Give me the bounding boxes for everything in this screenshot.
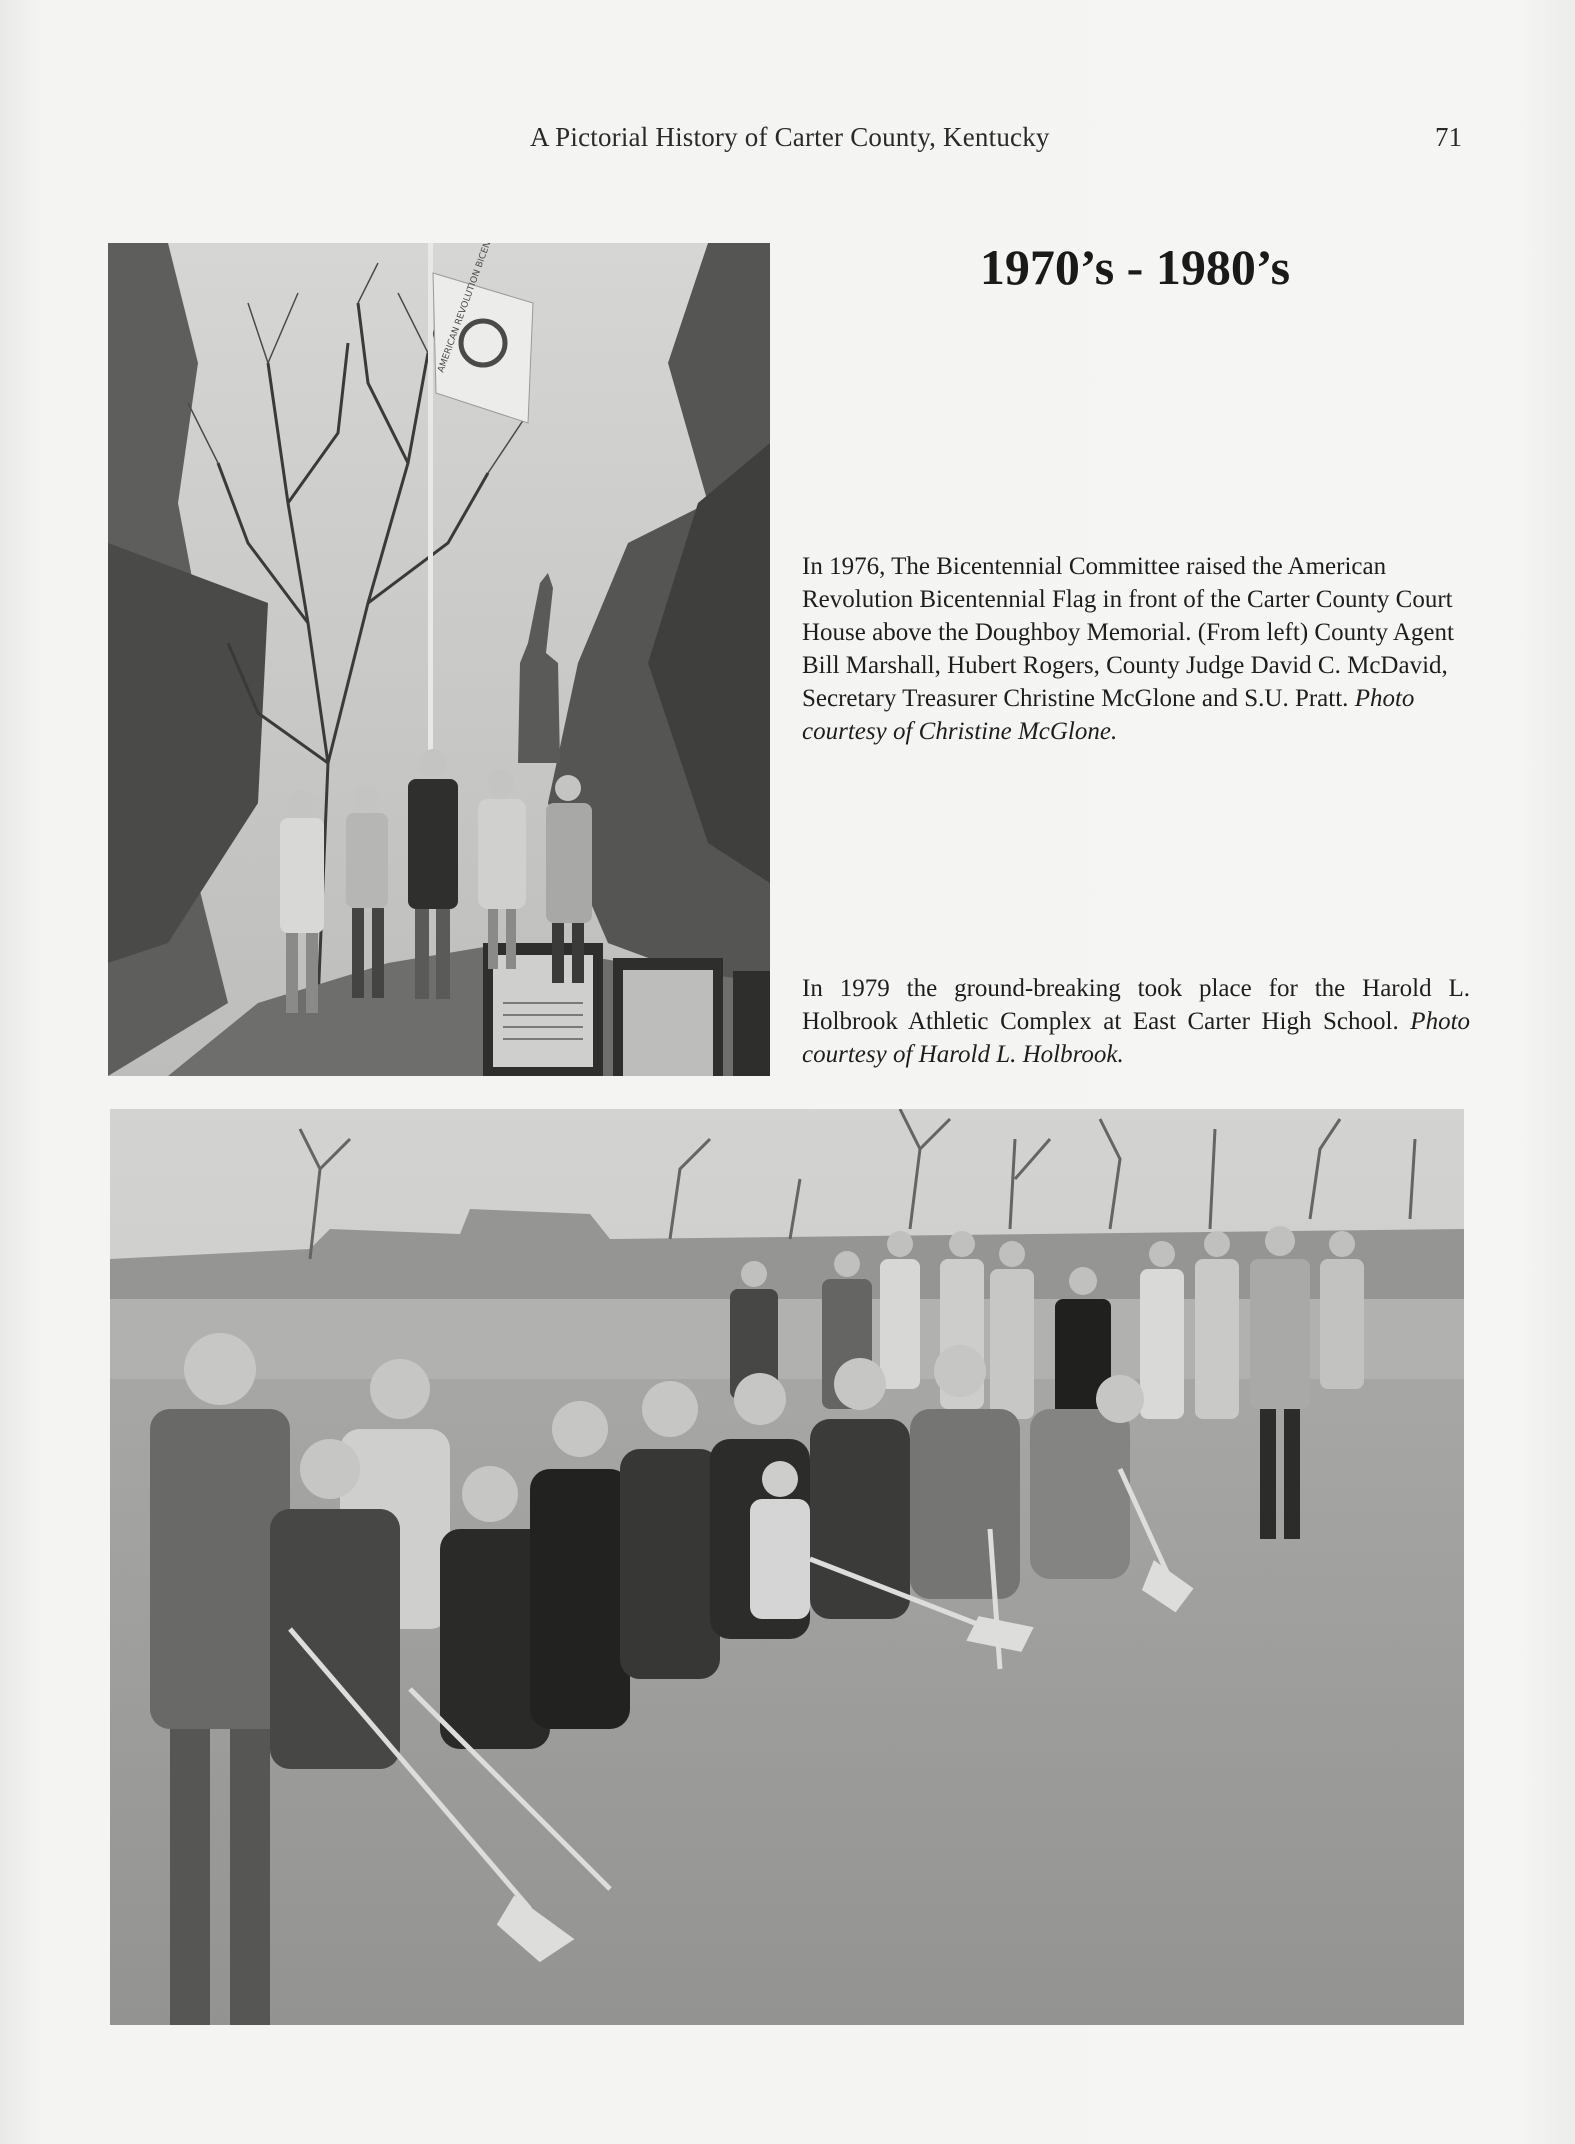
caption-bicentennial [802, 550, 1470, 748]
bicentennial-flag-photo [108, 243, 770, 1076]
caption-text: In 1976, The Bicentennial Committee raised the American Revolution Bicentennial Flag in front of the Carter County Court House above the Doughboy Memorial. (From left) County Agent Bill Marshall, Hubert Rogers, County Judge David C. McDavid, Secretary Treasurer Christine McGlone and S.U. Pratt. [802, 553, 1454, 712]
section-title: 1970’s - 1980’s [979, 239, 1291, 295]
ground-breaking-photo [110, 1109, 1464, 2025]
caption-text: In 1979 the ground-breaking took place for the Harold L. Holbrook Athletic Complex at East Carter High School. [802, 975, 1470, 1035]
caption-ground-breaking [802, 972, 1470, 1071]
photo-credit: Photo courtesy of Harold L. Holbrook. [802, 1008, 1471, 1068]
running-header: A Pictorial History of Carter County, Kentucky [530, 122, 1050, 152]
photo-credit: Photo courtesy of Christine McGlone. [802, 685, 1415, 745]
page-number: 71 [1435, 122, 1462, 152]
